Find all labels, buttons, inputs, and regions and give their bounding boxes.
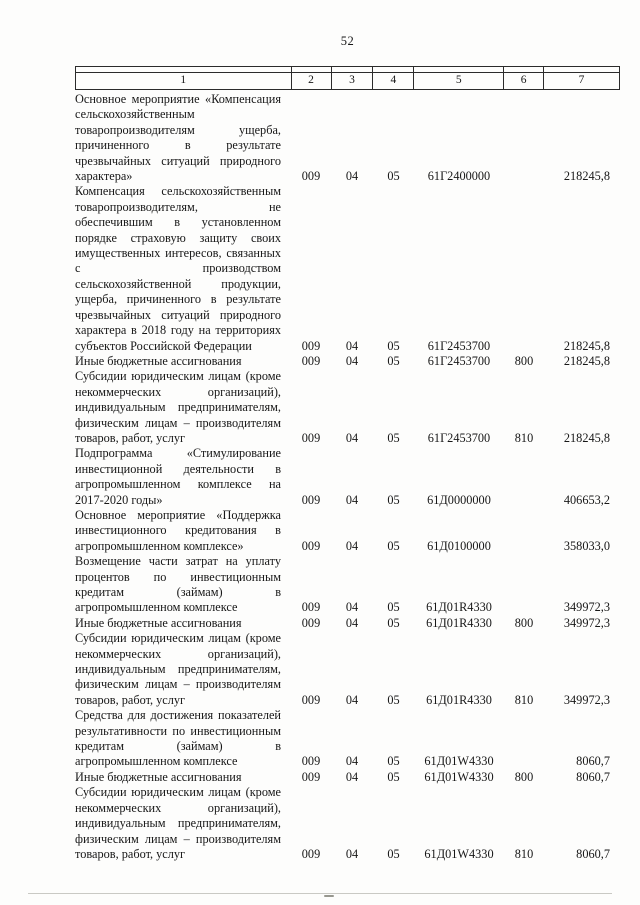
podrazdel-cell: 05 xyxy=(387,538,400,553)
podrazdel-cell: 05 xyxy=(387,353,400,368)
amount-cell: 358033,0 xyxy=(563,538,610,553)
budget-table xyxy=(75,66,620,862)
table-row xyxy=(75,369,620,446)
column-header: 5 xyxy=(414,73,504,89)
razdel-cell: 04 xyxy=(345,615,359,630)
table-row xyxy=(75,785,620,862)
name-cell: Субсидии юридическим лицам (кроме некоммерческих организаций), индивидуальным предпринимателям, физическим лицам – производителям товаров, работ, услуг xyxy=(75,369,281,445)
amount-cell: 8060,7 xyxy=(576,754,610,769)
razdel-cell: 04 xyxy=(345,492,359,507)
name-cell: Подпрограмма «Стимулирование инвестиционной деятельности в агропромышленном комплексе на 2017-2020 годы» xyxy=(75,446,281,507)
table-row xyxy=(75,92,620,184)
vr-cell: 800 xyxy=(514,353,534,368)
grbs-cell: 009 xyxy=(301,846,321,861)
podrazdel-cell: 05 xyxy=(387,846,400,861)
table-row xyxy=(75,508,620,554)
stub-cell xyxy=(373,67,414,72)
amount-cell: 218245,8 xyxy=(563,338,610,353)
name-cell: Средства для достижения показателей результативности по инвестиционным кредитам (займам) в агропромышленном комплексе xyxy=(75,708,281,769)
table-row xyxy=(75,184,620,353)
podrazdel-cell: 05 xyxy=(387,600,400,615)
csr-code-cell: 61Д0100000 xyxy=(427,538,491,553)
csr-code-cell: 61Д01W4330 xyxy=(424,769,494,784)
stub-cell xyxy=(332,67,374,72)
name-cell: Иные бюджетные ассигнования xyxy=(75,769,242,784)
table-header-number-row xyxy=(75,73,620,89)
vr-cell: 810 xyxy=(514,846,534,861)
grbs-cell: 009 xyxy=(301,492,321,507)
column-header: 4 xyxy=(373,73,414,89)
page-number: 52 xyxy=(340,34,355,48)
amount-cell: 8060,7 xyxy=(576,846,610,861)
name-cell: Возмещение части затрат на уплату процентов по инвестиционным кредитам (займам) в агропромышленном комплексе xyxy=(75,554,281,615)
podrazdel-cell: 05 xyxy=(387,338,400,353)
column-header: 3 xyxy=(332,73,374,89)
csr-code-cell: 61Г2453700 xyxy=(427,353,491,368)
table-row xyxy=(75,616,620,631)
scan-artifact-mark xyxy=(324,895,334,897)
grbs-cell: 009 xyxy=(301,769,321,784)
razdel-cell: 04 xyxy=(345,754,359,769)
column-header: 2 xyxy=(292,73,332,89)
amount-cell: 349972,3 xyxy=(563,692,610,707)
podrazdel-cell: 05 xyxy=(387,169,400,184)
name-cell: Субсидии юридическим лицам (кроме некоммерческих организаций), индивидуальным предпринимателям, физическим лицам – производителям товаров, работ, услуг xyxy=(75,785,281,861)
column-header: 6 xyxy=(504,73,544,89)
name-cell: Субсидии юридическим лицам (кроме некоммерческих организаций), индивидуальным предпринимателям, физическим лицам – производителям товаров, работ, услуг xyxy=(75,631,281,707)
razdel-cell: 04 xyxy=(345,846,359,861)
razdel-cell: 04 xyxy=(345,430,359,445)
name-cell: Компенсация сельскохозяйственным товаропроизводителям, не обеспечившим в установленном порядке страховую защиту своих имущественных интересов, связанных с производством сельскохозяйственной продукции, ущерба, причиненного в результате чрезвычайных ситуаций природного характера в 2018 году на территориях субъектов Российской Федерации xyxy=(75,184,281,353)
amount-cell: 218245,8 xyxy=(563,353,610,368)
razdel-cell: 04 xyxy=(345,538,359,553)
name-cell: Основное мероприятие «Поддержка инвестиционного кредитования в агропромышленном комплексе» xyxy=(75,507,281,553)
name-cell: Основное мероприятие «Компенсация сельскохозяйственным товаропроизводителям ущерба, причиненного в результате чрезвычайных ситуаций природного характера» xyxy=(75,92,281,184)
amount-cell: 218245,8 xyxy=(563,430,610,445)
podrazdel-cell: 05 xyxy=(387,492,400,507)
grbs-cell: 009 xyxy=(301,430,321,445)
csr-code-cell: 61Г2453700 xyxy=(427,430,491,445)
csr-code-cell: 61Д01R4330 xyxy=(426,692,492,707)
name-cell: Иные бюджетные ассигнования xyxy=(75,353,242,368)
table-row xyxy=(75,708,620,770)
table-header xyxy=(75,66,620,90)
razdel-cell: 04 xyxy=(345,692,359,707)
razdel-cell: 04 xyxy=(345,769,359,784)
amount-cell: 406653,2 xyxy=(563,492,610,507)
vr-cell: 810 xyxy=(514,430,534,445)
podrazdel-cell: 05 xyxy=(387,692,400,707)
podrazdel-cell: 05 xyxy=(387,615,400,630)
table-row xyxy=(75,631,620,708)
table-row xyxy=(75,446,620,508)
csr-code-cell: 61Д01R4330 xyxy=(426,615,492,630)
csr-code-cell: 61Д01W4330 xyxy=(424,846,494,861)
stub-cell xyxy=(292,67,332,72)
scan-artifact-line xyxy=(28,893,612,894)
table-body xyxy=(75,90,620,862)
grbs-cell: 009 xyxy=(301,338,321,353)
vr-cell: 810 xyxy=(514,692,534,707)
amount-cell: 8060,7 xyxy=(576,769,610,784)
grbs-cell: 009 xyxy=(301,353,321,368)
vr-cell: 800 xyxy=(514,615,534,630)
table-row xyxy=(75,354,620,369)
column-header: 7 xyxy=(544,73,620,89)
amount-cell: 218245,8 xyxy=(563,169,610,184)
grbs-cell: 009 xyxy=(301,754,321,769)
csr-code-cell: 61Г2453700 xyxy=(427,338,491,353)
csr-code-cell: 61Д01R4330 xyxy=(426,600,492,615)
csr-code-cell: 61Д0000000 xyxy=(427,492,491,507)
table-row xyxy=(75,554,620,616)
grbs-cell: 009 xyxy=(301,538,321,553)
podrazdel-cell: 05 xyxy=(387,769,400,784)
name-cell: Иные бюджетные ассигнования xyxy=(75,615,242,630)
grbs-cell: 009 xyxy=(301,615,321,630)
razdel-cell: 04 xyxy=(345,338,359,353)
razdel-cell: 04 xyxy=(345,169,359,184)
razdel-cell: 04 xyxy=(345,353,359,368)
podrazdel-cell: 05 xyxy=(387,430,400,445)
podrazdel-cell: 05 xyxy=(387,754,400,769)
table-row xyxy=(75,770,620,785)
grbs-cell: 009 xyxy=(301,169,321,184)
stub-cell xyxy=(544,67,620,72)
razdel-cell: 04 xyxy=(345,600,359,615)
grbs-cell: 009 xyxy=(301,600,321,615)
grbs-cell: 009 xyxy=(301,692,321,707)
stub-cell xyxy=(504,67,544,72)
amount-cell: 349972,3 xyxy=(563,600,610,615)
csr-code-cell: 61Г2400000 xyxy=(427,169,491,184)
vr-cell: 800 xyxy=(514,769,534,784)
csr-code-cell: 61Д01W4330 xyxy=(424,754,494,769)
amount-cell: 349972,3 xyxy=(563,615,610,630)
stub-cell xyxy=(414,67,504,72)
column-header: 1 xyxy=(76,73,292,89)
stub-cell xyxy=(76,67,292,72)
